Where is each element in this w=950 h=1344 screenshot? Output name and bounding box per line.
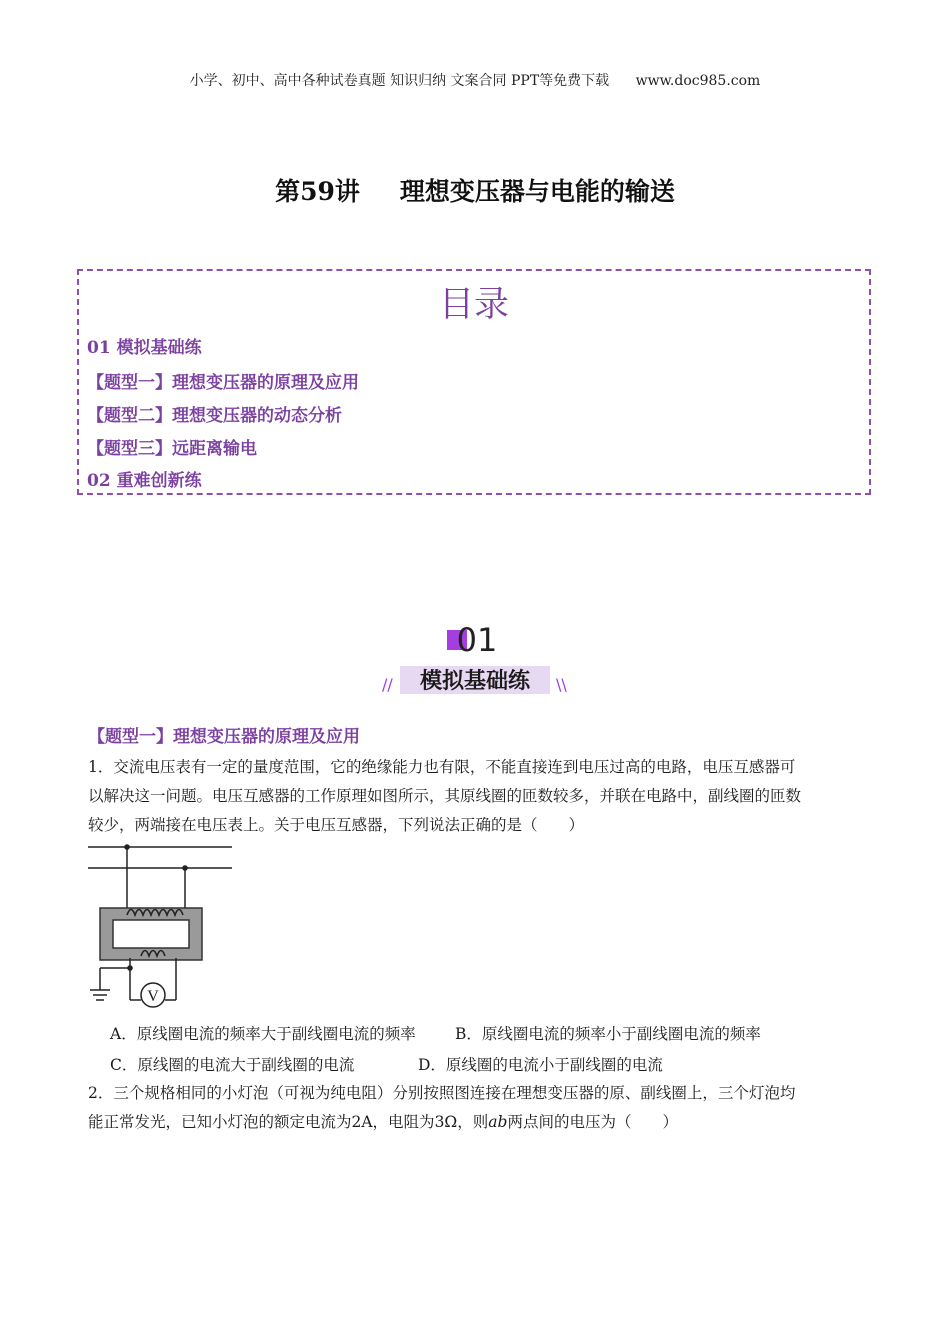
toc-item[interactable]: 【题型二】理想变压器的动态分析 [87, 406, 342, 426]
toc-heading: 目录 [438, 285, 509, 325]
q2-text: ，则 [457, 1113, 489, 1131]
toc-item[interactable]: 02 重难创新练 [87, 471, 202, 491]
toc-item[interactable]: 【题型一】理想变压器的原理及应用 [87, 373, 359, 393]
question-line: 2．三个规格相同的小灯泡（可视为纯电阻）分别按照图连接在理想变压器的原、副线圈上，三个灯泡均 [88, 1084, 796, 1102]
question-line: 1．交流电压表有一定的量度范围，它的绝缘能力也有限，不能直接连到电压过高的电路，电压互感器可 [88, 758, 796, 776]
page-title [0, 172, 950, 208]
transformer-diagram [86, 840, 241, 1010]
question-line: 以解决这一问题。电压互感器的工作原理如图所示，其原线圈的匝数较多，并联在电路中，副线圈的匝数 [88, 787, 802, 805]
question-2 [88, 1079, 863, 1137]
option-a[interactable]: A．原线圈电流的频率大于副线圈电流的频率 [110, 1025, 416, 1043]
option-b[interactable]: B．原线圈电流的频率小于副线圈电流的频率 [455, 1025, 761, 1043]
resistance-value: 3Ω [434, 1113, 458, 1131]
banner-number: 01 [456, 621, 498, 659]
q2-text: 能正常发光，已知小灯泡的额定电流为2A，电阻为 [88, 1113, 435, 1131]
banner-label: 模拟基础练 [419, 669, 531, 694]
lecture-topic: 理想变压器与电能的输送 [399, 177, 675, 206]
banner-graphic [370, 618, 580, 698]
voltmeter-label: V [147, 988, 159, 1005]
question-line: 较少，两端接在电压表上。关于电压互感器，下列说法正确的是（ ） [88, 816, 585, 834]
banner-left-mark: // [382, 675, 393, 694]
option-d[interactable]: D．原线圈的电流小于副线圈的电流 [418, 1056, 663, 1074]
banner-right-mark: \\ [556, 675, 567, 694]
option-c[interactable]: C．原线圈的电流大于副线圈的电流 [110, 1056, 355, 1074]
question-line [88, 1108, 863, 1137]
circuit-figure [86, 840, 241, 1010]
page-header [0, 70, 950, 90]
q2-text: 两点间的电压为（ ） [507, 1113, 678, 1131]
points-label: ab [488, 1113, 508, 1131]
header-site[interactable]: www.doc985.com [635, 73, 761, 89]
lecture-number: 第59讲 [275, 177, 360, 206]
section-banner [370, 618, 580, 698]
toc-item[interactable]: 【题型三】远距离输电 [87, 439, 257, 459]
table-of-contents [77, 269, 871, 495]
question-1 [88, 753, 863, 840]
section-title: 【题型一】理想变压器的原理及应用 [88, 727, 360, 747]
header-text: 小学、初中、高中各种试卷真题 知识归纳 文案合同 PPT等免费下载 [189, 73, 610, 89]
toc-item[interactable]: 01 模拟基础练 [87, 338, 202, 358]
